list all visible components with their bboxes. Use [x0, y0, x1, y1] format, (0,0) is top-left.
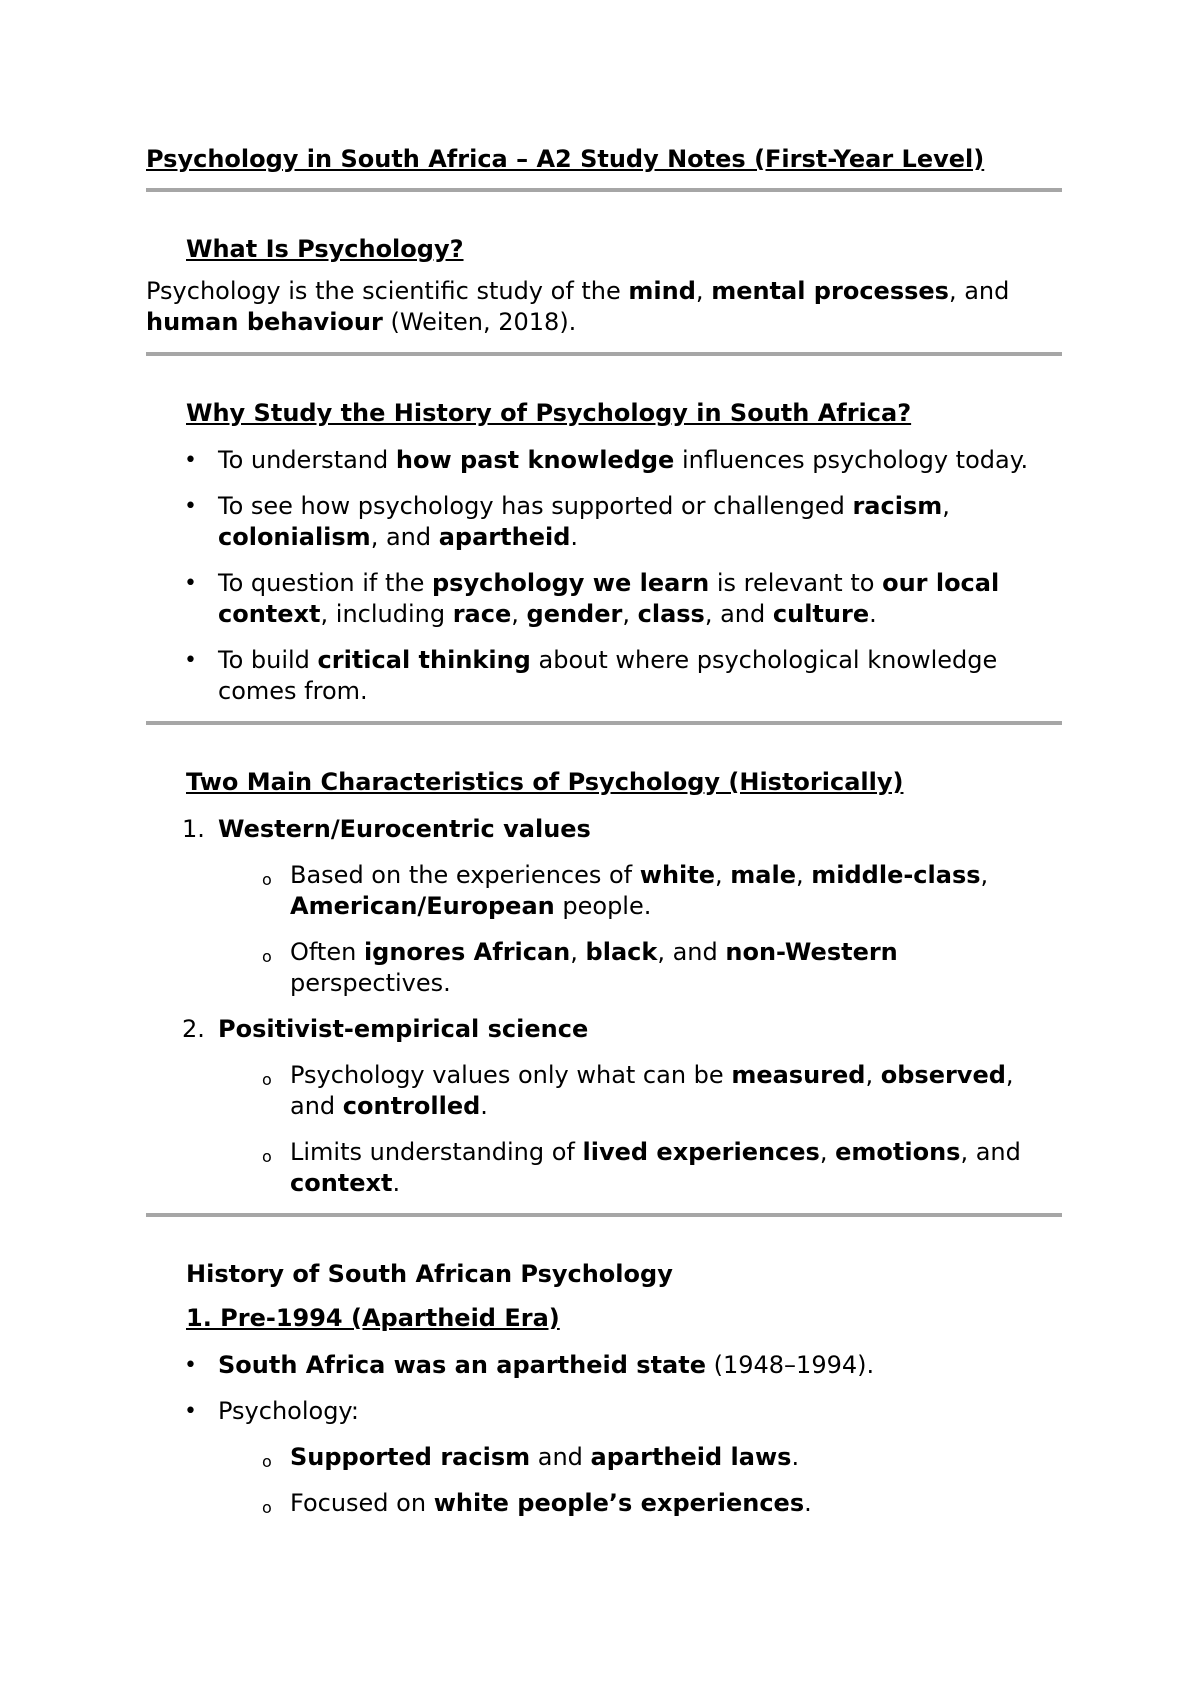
text-run: Limits understanding of [290, 1138, 583, 1166]
sub-item [218, 1137, 1062, 1199]
sub-item-text [290, 1138, 1021, 1197]
bold-text-run: race [452, 600, 512, 628]
text-run: , [865, 1061, 881, 1089]
text-run: Based on the experiences of [290, 861, 640, 889]
section-heading-what [146, 232, 1062, 266]
list-number: 1. [182, 815, 205, 843]
bold-text-run: apartheid [438, 523, 571, 551]
bullet-item [146, 568, 1062, 630]
text-run: To understand [218, 446, 396, 474]
bold-text-run: racism [852, 492, 943, 520]
section-heading-history: History of South African Psychology [186, 1260, 673, 1288]
bold-text-run: emotions [835, 1138, 961, 1166]
text-run: . [791, 1443, 800, 1471]
circle-bullet-icon: o [262, 870, 272, 889]
sub-item [218, 860, 1062, 922]
why-bullet-list [146, 445, 1062, 707]
text-run: Often [290, 938, 364, 966]
bullet-item [146, 1396, 1062, 1519]
definition-paragraph [146, 276, 1062, 338]
bold-text-run: human behaviour [146, 308, 383, 336]
document-body [146, 142, 1062, 1519]
bullet-item [146, 1350, 1062, 1381]
section-heading-characteristics [146, 765, 1062, 799]
text-run: , and [704, 600, 773, 628]
circle-bullet-icon: o [262, 947, 272, 966]
history-bullet-list [146, 1350, 1062, 1519]
text-run: , [715, 861, 731, 889]
text-run: . [480, 1092, 488, 1120]
text-run: , and [657, 938, 726, 966]
bold-text-run: mental processes [711, 277, 949, 305]
bullet-item [146, 491, 1062, 553]
text-run: Psychology values only what can be [290, 1061, 732, 1089]
text-run: , including [320, 600, 453, 628]
bullet-item-text [218, 1397, 359, 1425]
sub-item [218, 1488, 1062, 1519]
section-heading-text: Two Main Characteristics of Psychology (Historically) [186, 768, 904, 796]
text-run: . [570, 523, 579, 551]
bold-text-run: white people’s experiences [433, 1489, 805, 1517]
sub-item-text [290, 938, 898, 997]
document-title: Psychology in South Africa – A2 Study Notes (First-Year Level) [146, 145, 985, 173]
bullet-item-text [218, 1351, 874, 1379]
text-run: perspectives. [290, 969, 451, 997]
text-run: is relevant to [709, 569, 883, 597]
bold-text-run: our local context [218, 569, 1000, 628]
bold-text-run: middle-class [811, 861, 981, 889]
text-run: . [804, 1489, 812, 1517]
text-run: , [819, 1138, 836, 1166]
bold-text-run: colonialism [218, 523, 371, 551]
bold-text-run: white [639, 861, 715, 889]
section-heading-why [146, 396, 1062, 430]
bold-text-run: observed [880, 1061, 1006, 1089]
bold-text-run: gender [526, 600, 623, 628]
text-run: influences psychology today. [674, 446, 1029, 474]
text-run: To build [218, 646, 318, 674]
numbered-item [146, 814, 1062, 999]
text-run: (1948–1994). [705, 1351, 875, 1379]
sub-list [218, 1060, 1062, 1199]
circle-bullet-icon: o [262, 1452, 272, 1471]
bullet-item [146, 445, 1062, 476]
bold-text-run: class [637, 600, 705, 628]
numbered-item [146, 1014, 1062, 1199]
numbered-item-label: Positivist-empirical science [218, 1015, 589, 1043]
circle-bullet-icon: o [262, 1147, 272, 1166]
bold-text-run: South Africa was an apartheid state [218, 1351, 706, 1379]
horizontal-rule [146, 1213, 1062, 1217]
text-run: , and [948, 277, 1010, 305]
bold-text-run: Supported racism [290, 1443, 531, 1471]
bold-text-run: American/European [290, 892, 555, 920]
bold-text-run: ignores African [363, 938, 571, 966]
bold-text-run: black [585, 938, 658, 966]
bold-text-run: psychology we learn [431, 569, 710, 597]
numbered-item-label: Western/Eurocentric values [218, 815, 591, 843]
section-heading-text: Why Study the History of Psychology in South Africa? [186, 399, 912, 427]
bullet-item [146, 645, 1062, 707]
horizontal-rule [146, 188, 1062, 192]
bold-text-run: male [730, 861, 796, 889]
subsection-heading-pre1994 [146, 1301, 1062, 1335]
circle-bullet-icon: o [262, 1070, 272, 1089]
text-run: , [795, 861, 812, 889]
sub-item-text [290, 1443, 799, 1471]
text-run: about where psychological knowledge comes from. [218, 646, 998, 705]
text-run: To question if the [218, 569, 432, 597]
text-run: Focused on [290, 1489, 434, 1517]
text-run: (Weiten, 2018). [382, 308, 577, 336]
text-run: , [622, 600, 638, 628]
sub-item-text [290, 1061, 1014, 1120]
sub-list [146, 1442, 1062, 1519]
bold-text-run: how past knowledge [395, 446, 675, 474]
sub-item [218, 1442, 1062, 1473]
text-run: , and [960, 1138, 1021, 1166]
text-run: Psychology is the scientific study of the [146, 277, 629, 305]
text-run: To see how psychology has supported or challenged [218, 492, 853, 520]
text-run: and [530, 1443, 591, 1471]
bold-text-run: apartheid laws [590, 1443, 792, 1471]
horizontal-rule [146, 721, 1062, 725]
sub-list [218, 860, 1062, 999]
text-run: . [869, 600, 877, 628]
text-run: , [511, 600, 527, 628]
text-run: , [980, 861, 989, 889]
subsection-heading-text: 1. Pre-1994 (Apartheid Era) [186, 1304, 560, 1332]
text-run: , and [290, 1061, 1014, 1120]
characteristics-list [146, 814, 1062, 1199]
text-run: , [942, 492, 950, 520]
sub-item-text [290, 861, 988, 920]
text-run: people. [554, 892, 652, 920]
horizontal-rule [146, 352, 1062, 356]
sub-item [218, 1060, 1062, 1122]
bold-text-run: critical thinking [317, 646, 531, 674]
bold-text-run: controlled [342, 1092, 481, 1120]
text-run: . [392, 1169, 401, 1197]
bold-text-run: non-Western [725, 938, 898, 966]
sub-item [218, 937, 1062, 999]
list-number: 2. [182, 1015, 205, 1043]
bold-text-run: lived experiences [582, 1138, 820, 1166]
text-run: , [570, 938, 586, 966]
text-run: , [695, 277, 712, 305]
circle-bullet-icon: o [262, 1498, 272, 1517]
text-run: , and [370, 523, 439, 551]
sub-item-text [290, 1489, 812, 1517]
bold-text-run: measured [731, 1061, 866, 1089]
section-heading-text: What Is Psychology? [186, 235, 464, 263]
bold-text-run: context [290, 1169, 393, 1197]
bold-text-run: culture [772, 600, 870, 628]
text-run: Psychology: [218, 1397, 359, 1425]
bold-text-run: mind [628, 277, 696, 305]
